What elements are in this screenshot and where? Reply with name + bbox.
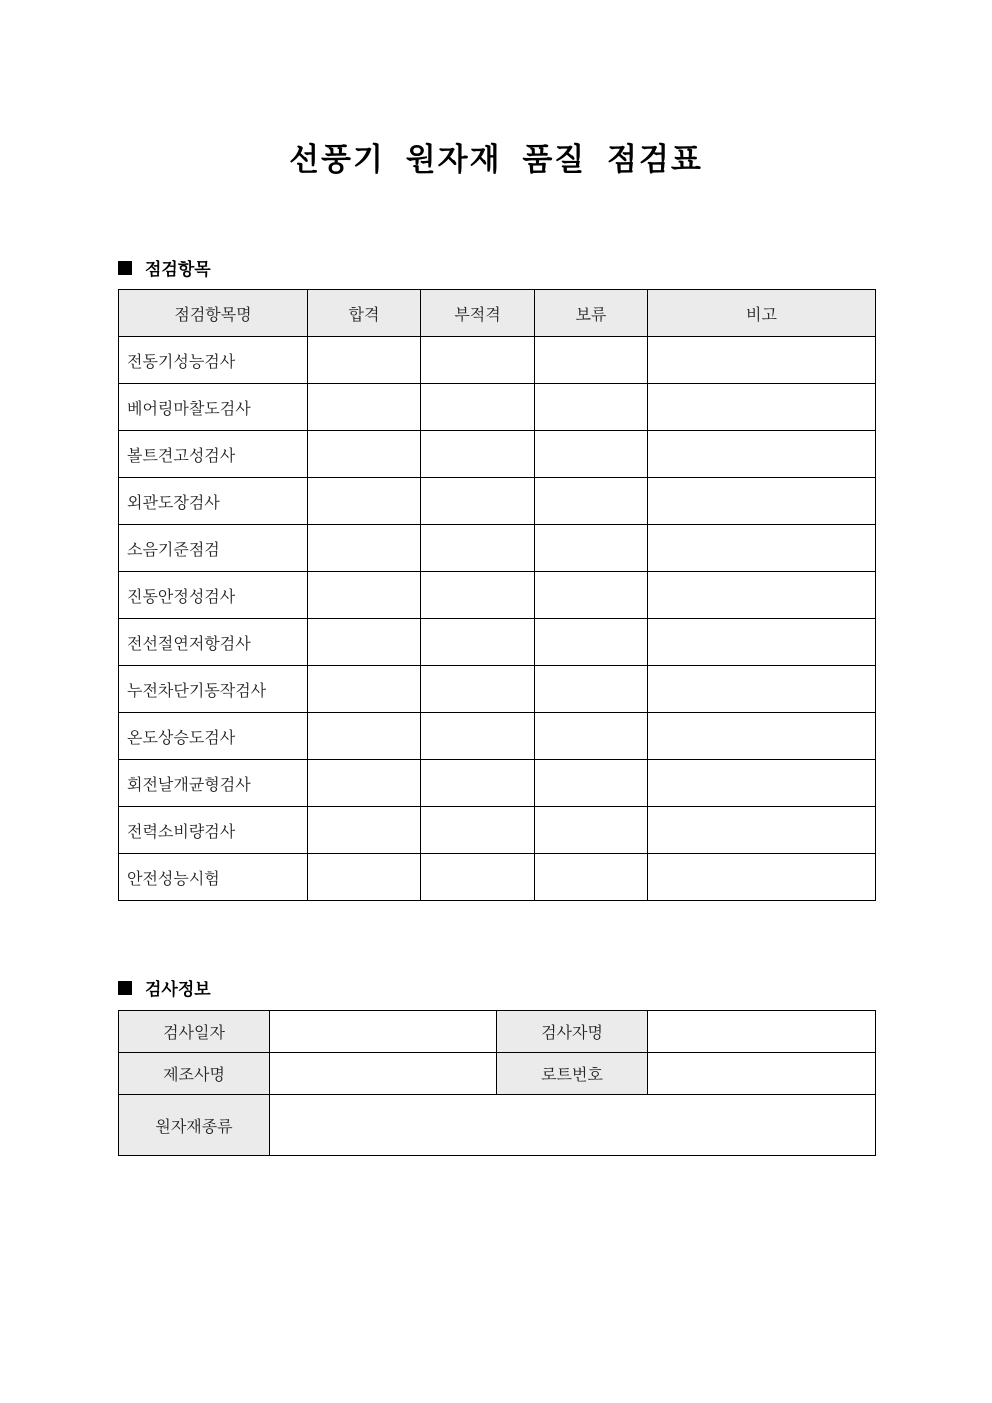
hold-cell[interactable]: [535, 384, 648, 431]
inspection-items-heading: [118, 255, 211, 280]
fail-cell[interactable]: [421, 431, 535, 478]
item-name-cell: 온도상승도검사: [119, 713, 308, 760]
table-row: [119, 760, 876, 807]
item-name-cell: 외관도장검사: [119, 478, 308, 525]
fail-cell[interactable]: [421, 713, 535, 760]
inspector-name-label: 검사자명: [497, 1011, 648, 1053]
table-row: [119, 572, 876, 619]
remarks-cell[interactable]: [648, 619, 876, 666]
item-name-cell: 전동기성능검사: [119, 337, 308, 384]
hold-cell[interactable]: [535, 572, 648, 619]
pass-cell[interactable]: [308, 525, 421, 572]
remarks-cell[interactable]: [648, 384, 876, 431]
table-row: [119, 807, 876, 854]
remarks-cell[interactable]: [648, 713, 876, 760]
hold-cell[interactable]: [535, 666, 648, 713]
item-name-cell: 볼트견고성검사: [119, 431, 308, 478]
item-name-cell: 소음기준점검: [119, 525, 308, 572]
pass-cell[interactable]: [308, 384, 421, 431]
inspection-info-heading: [118, 975, 211, 1000]
hold-cell[interactable]: [535, 713, 648, 760]
remarks-cell[interactable]: [648, 431, 876, 478]
item-name-cell: 베어링마찰도검사: [119, 384, 308, 431]
table-row: [119, 337, 876, 384]
material-type-field[interactable]: [270, 1095, 876, 1156]
column-header-fail: 부적격: [421, 290, 535, 337]
info-row: [119, 1095, 876, 1156]
inspection-date-field[interactable]: [270, 1011, 497, 1053]
table-row: [119, 431, 876, 478]
inspection-info-heading-text: 검사정보: [145, 980, 211, 1000]
square-bullet-icon: [118, 261, 132, 275]
fail-cell[interactable]: [421, 478, 535, 525]
inspection-date-label: 검사일자: [119, 1011, 270, 1053]
fail-cell[interactable]: [421, 666, 535, 713]
inspection-info-table: [118, 1010, 876, 1156]
hold-cell[interactable]: [535, 619, 648, 666]
hold-cell[interactable]: [535, 760, 648, 807]
pass-cell[interactable]: [308, 760, 421, 807]
column-header-hold: 보류: [535, 290, 648, 337]
item-name-cell: 전력소비량검사: [119, 807, 308, 854]
table-row: [119, 854, 876, 901]
item-name-cell: 전선절연저항검사: [119, 619, 308, 666]
lot-number-label: 로트번호: [497, 1053, 648, 1095]
table-row: [119, 619, 876, 666]
remarks-cell[interactable]: [648, 666, 876, 713]
hold-cell[interactable]: [535, 807, 648, 854]
pass-cell[interactable]: [308, 854, 421, 901]
remarks-cell[interactable]: [648, 807, 876, 854]
pass-cell[interactable]: [308, 431, 421, 478]
pass-cell[interactable]: [308, 478, 421, 525]
material-type-label: 원자재종류: [119, 1095, 270, 1156]
hold-cell[interactable]: [535, 431, 648, 478]
inspection-items-table: [118, 289, 876, 901]
column-header-remarks: 비고: [648, 290, 876, 337]
table-row: [119, 713, 876, 760]
pass-cell[interactable]: [308, 666, 421, 713]
remarks-cell[interactable]: [648, 572, 876, 619]
inspection-items-heading-text: 점검항목: [145, 260, 211, 280]
fail-cell[interactable]: [421, 760, 535, 807]
fail-cell[interactable]: [421, 807, 535, 854]
hold-cell[interactable]: [535, 525, 648, 572]
inspector-name-field[interactable]: [648, 1011, 876, 1053]
manufacturer-name-label: 제조사명: [119, 1053, 270, 1095]
fail-cell[interactable]: [421, 337, 535, 384]
table-row: [119, 666, 876, 713]
pass-cell[interactable]: [308, 572, 421, 619]
square-bullet-icon: [118, 981, 132, 995]
pass-cell[interactable]: [308, 713, 421, 760]
fail-cell[interactable]: [421, 619, 535, 666]
table-row: [119, 478, 876, 525]
item-name-cell: 진동안정성검사: [119, 572, 308, 619]
fail-cell[interactable]: [421, 525, 535, 572]
item-name-cell: 회전날개균형검사: [119, 760, 308, 807]
hold-cell[interactable]: [535, 478, 648, 525]
remarks-cell[interactable]: [648, 760, 876, 807]
manufacturer-name-field[interactable]: [270, 1053, 497, 1095]
table-row: [119, 384, 876, 431]
item-name-cell: 누전차단기동작검사: [119, 666, 308, 713]
remarks-cell[interactable]: [648, 337, 876, 384]
item-name-cell: 안전성능시험: [119, 854, 308, 901]
document-title: 선풍기 원자재 품질 점검표: [289, 142, 703, 178]
column-header-pass: 합격: [308, 290, 421, 337]
lot-number-field[interactable]: [648, 1053, 876, 1095]
remarks-cell[interactable]: [648, 525, 876, 572]
fail-cell[interactable]: [421, 384, 535, 431]
hold-cell[interactable]: [535, 337, 648, 384]
remarks-cell[interactable]: [648, 854, 876, 901]
pass-cell[interactable]: [308, 337, 421, 384]
table-header-row: [119, 290, 876, 337]
info-row: [119, 1053, 876, 1095]
hold-cell[interactable]: [535, 854, 648, 901]
table-row: [119, 525, 876, 572]
fail-cell[interactable]: [421, 572, 535, 619]
pass-cell[interactable]: [308, 807, 421, 854]
remarks-cell[interactable]: [648, 478, 876, 525]
info-row: [119, 1011, 876, 1053]
column-header-item-name: 점검항목명: [119, 290, 308, 337]
pass-cell[interactable]: [308, 619, 421, 666]
fail-cell[interactable]: [421, 854, 535, 901]
